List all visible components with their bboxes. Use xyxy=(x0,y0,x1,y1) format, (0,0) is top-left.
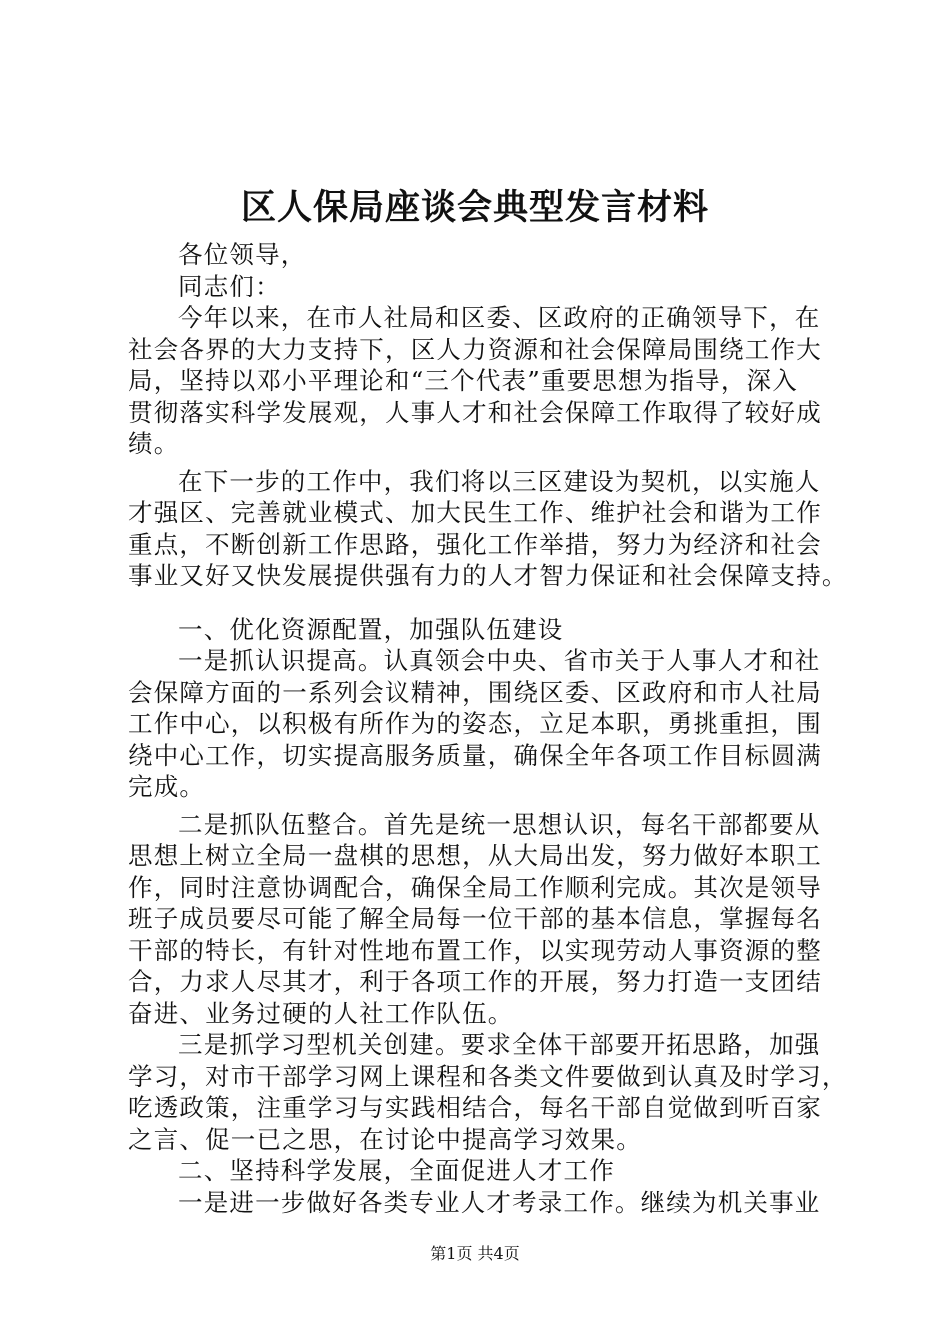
paragraph-learning xyxy=(128,1029,848,1155)
section-heading-1: 一、优化资源配置，加强队伍建设 xyxy=(178,614,564,644)
paragraph-line: 一是抓认识提高。认真领会中央、省市关于人事人才和社 xyxy=(178,646,821,675)
paragraph-line: 工作中心，以积极有所作为的姿态，立足本职，勇挑重担，围 xyxy=(128,709,822,738)
paragraph-team xyxy=(128,809,848,1030)
section-heading-2: 二、坚持科学发展，全面促进人才工作 xyxy=(178,1156,615,1185)
paragraph-line: 三是抓学习型机关创建。要求全体干部要开拓思路，加强 xyxy=(178,1030,821,1059)
paragraph-line: 二是抓队伍整合。首先是统一思想认识，每名干部都要从 xyxy=(178,809,821,839)
paragraph-line: 完成。 xyxy=(128,772,206,801)
paragraph-line: 学习，对市干部学习网上课程和各类文件要做到认真及时学习， xyxy=(128,1061,848,1091)
paragraph-line: 吃透政策，注重学习与实践相结合，每名干部自觉做到听百家 xyxy=(128,1093,822,1122)
paragraph-line: 才强区、完善就业模式、加大民生工作、维护社会和谐为工作 xyxy=(128,498,822,527)
paragraph-talent xyxy=(128,1187,848,1219)
paragraph-line: 重点，不断创新工作思路，强化工作举措，努力为经济和社会 xyxy=(128,529,822,559)
paragraph-line: 社会各界的大力支持下，区人力资源和社会保障局围绕工作大 xyxy=(128,334,822,364)
paragraph-line: 合，力求人尽其才，利于各项工作的开展，努力打造一支团结 xyxy=(128,967,822,996)
salutation-comrades: 同志们： xyxy=(178,271,281,301)
paragraph-awareness xyxy=(128,645,848,803)
paragraph-line: 局，坚持以邓小平理论和“三个代表”重要思想为指导，深入 xyxy=(128,366,798,395)
paragraph-line: 干部的特长，有针对性地布置工作，以实现劳动人事资源的整 xyxy=(128,935,822,965)
salutation-leaders: 各位领导， xyxy=(178,240,307,269)
paragraph-line: 在下一步的工作中，我们将以三区建设为契机，以实施人 xyxy=(178,466,821,496)
paragraph-line: 之言、促一已之思，在讨论中提高学习效果。 xyxy=(128,1124,642,1154)
paragraph-line: 一是进一步做好各类专业人才考录工作。继续为机关事业 xyxy=(178,1187,821,1217)
paragraph-line: 贯彻落实科学发展观，人事人才和社会保障工作取得了较好成 xyxy=(128,397,822,427)
paragraph-line: 会保障方面的一系列会议精神，围绕区委、区政府和市人社局 xyxy=(128,677,822,707)
page-number: 第1页 共4页 xyxy=(430,1244,520,1263)
paragraph-line: 奋进、业务过硬的人社工作队伍。 xyxy=(128,998,514,1028)
paragraph-line: 绕中心工作，切实提高服务质量，确保全年各项工作目标圆满 xyxy=(128,740,822,770)
document-title: 区人保局座谈会典型发言材料 xyxy=(240,187,709,228)
paragraph-line: 班子成员要尽可能了解全局每一位干部的基本信息，掌握每名 xyxy=(128,904,822,933)
paragraph-line: 事业又好又快发展提供强有力的人才智力保证和社会保障支持。 xyxy=(128,561,848,590)
paragraph-line: 今年以来，在市人社局和区委、区政府的正确领导下，在 xyxy=(178,303,821,332)
paragraph-intro xyxy=(128,302,848,460)
paragraph-line: 作，同时注意协调配合，确保全局工作顺利完成。其次是领导 xyxy=(128,872,822,902)
paragraph-line: 思想上树立全局一盘棋的思想，从大局出发，努力做好本职工 xyxy=(128,841,822,870)
paragraph-next-steps xyxy=(128,466,848,592)
paragraph-line: 绩。 xyxy=(128,429,180,458)
document-body xyxy=(128,239,848,1218)
